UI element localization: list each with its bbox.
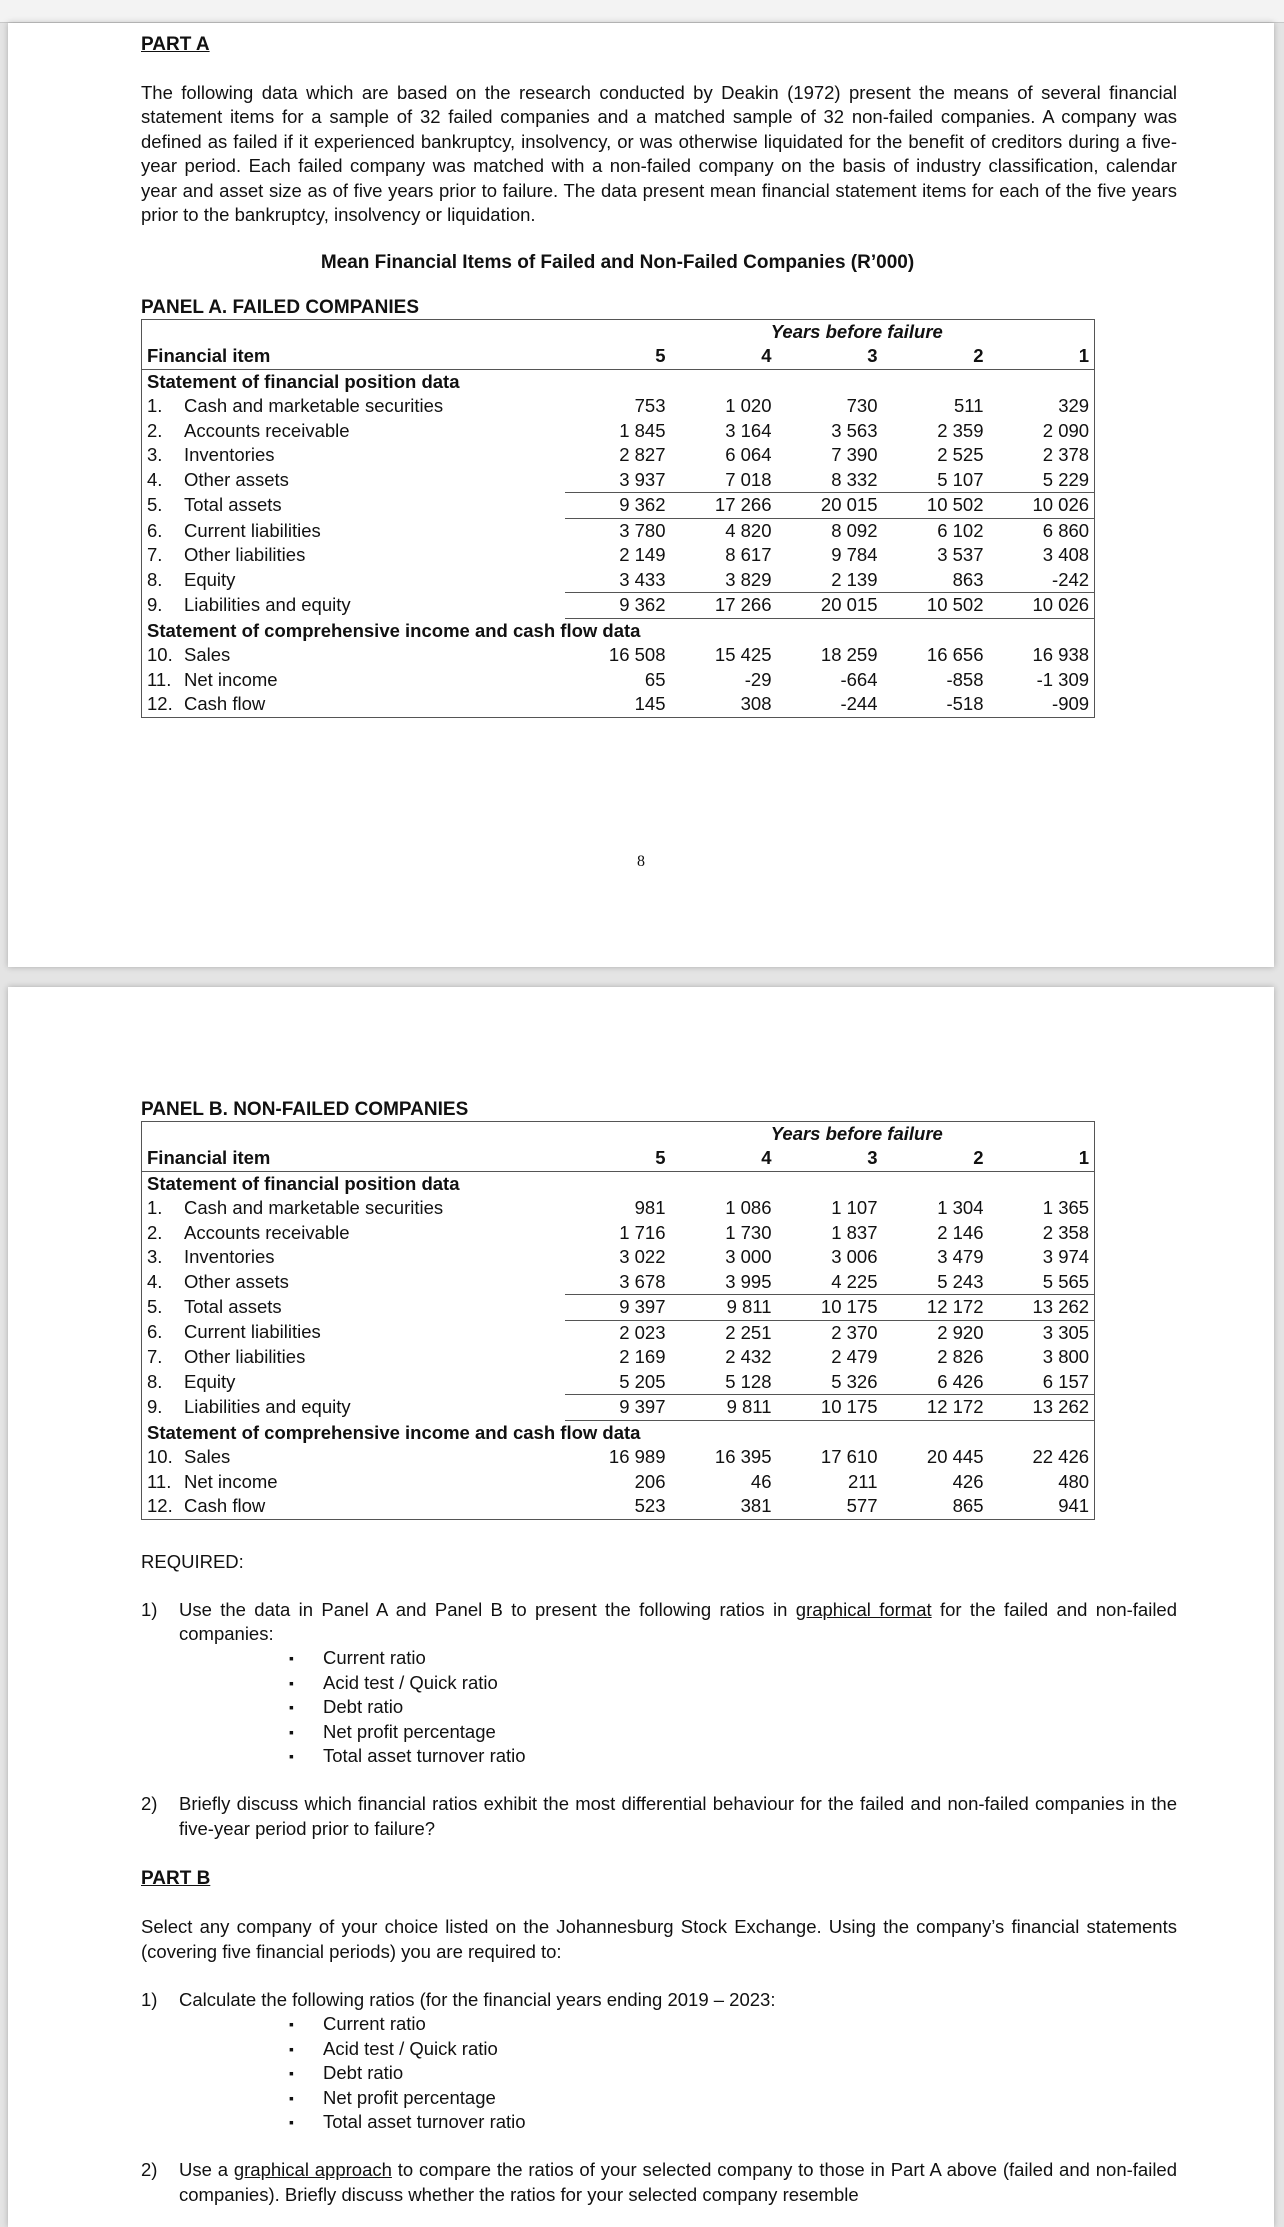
- table-cell: 3 800: [1042, 1346, 1090, 1367]
- item-number: 11.: [147, 1470, 172, 1492]
- table-cell: 577: [846, 1495, 878, 1516]
- table-cell: 22 426: [1032, 1446, 1090, 1467]
- table-cell: 2 251: [725, 1321, 772, 1343]
- table-cell: 865: [952, 1495, 984, 1516]
- part-b-intro: Select any company of your choice listed on the Johannesburg Stock Exchange. Using the company’s financial statements (covering five financial periods) you are required to:: [141, 1916, 1177, 1962]
- table-header-row: [142, 344, 1095, 369]
- list-item: ▪ Total asset turnover ratio: [289, 2110, 1177, 2134]
- table-cell: 1 730: [725, 1221, 772, 1243]
- table-cell: 18 259: [820, 644, 878, 666]
- table-cell: -242: [989, 568, 1095, 593]
- table-cell: 9 811: [671, 1295, 777, 1321]
- bullet-icon: ▪: [289, 1674, 294, 1691]
- bullet-icon: ▪: [289, 1699, 294, 1716]
- table-cell: 1 845: [619, 419, 666, 441]
- item-number: 3.: [147, 1246, 163, 1267]
- item-label: Accounts receivable: [184, 1221, 350, 1243]
- item-number: 5.: [147, 1296, 163, 1317]
- table-cell: 9 397: [565, 1395, 671, 1421]
- table-cell: 2 370: [831, 1321, 878, 1343]
- table-cell: 9 811: [671, 1395, 777, 1421]
- item-label: Accounts receivable: [184, 419, 350, 441]
- table-cell: 5 128: [671, 1370, 777, 1395]
- item-number: 12.: [147, 1495, 173, 1516]
- list-item: ▪ Debt ratio: [289, 2061, 1177, 2085]
- table-row: [142, 1295, 1095, 1321]
- item-label: Equity: [184, 569, 236, 591]
- table-cell: -1 309: [1036, 668, 1090, 690]
- table-cell: 10 175: [777, 1295, 883, 1321]
- row-label: [142, 493, 565, 519]
- table-header-row: [142, 1146, 1095, 1171]
- item-label: Other liabilities: [184, 1346, 306, 1367]
- table-cell: 5 229: [989, 468, 1095, 493]
- item-label: Sales: [184, 1446, 231, 1467]
- item-label: Equity: [184, 1370, 236, 1392]
- item-number: 4.: [147, 1270, 163, 1292]
- table-cell: 863: [883, 568, 989, 593]
- table-cell: 16 508: [608, 644, 666, 666]
- part-b-question-2: 2) Use a graphical approach to compare the ratios of your selected company to those in Part A above (failed and non-failed companies). Briefly discuss whether the ratios for your selected company resemble: [141, 2158, 1177, 2207]
- list-item: ▪ Current ratio: [289, 2012, 1177, 2036]
- table-cell: 16 395: [714, 1446, 772, 1467]
- table-cell: 2 090: [1042, 419, 1090, 441]
- table-row: [142, 668, 1095, 693]
- table-cell: 2 359: [937, 419, 984, 441]
- table-cell: 12 172: [883, 1395, 989, 1421]
- table-cell: 2 023: [619, 1321, 666, 1343]
- table-cell: 13 262: [989, 1395, 1095, 1421]
- table-cell: 6 064: [725, 444, 772, 466]
- item-number: 5.: [147, 494, 163, 516]
- item-number: 9.: [147, 1396, 163, 1417]
- item-label: Net income: [184, 668, 278, 690]
- table-row: [142, 443, 1095, 468]
- table-cell: 9 784: [831, 544, 878, 566]
- panel-b-title: PANEL B. NON-FAILED COMPANIES: [141, 1099, 469, 1120]
- table-cell: 941: [1058, 1495, 1090, 1516]
- table-cell: 16 938: [1032, 644, 1090, 666]
- table-cell: -244: [840, 693, 878, 715]
- item-number: 2.: [147, 419, 163, 441]
- column-header-year: 1: [989, 344, 1095, 369]
- item-number: 10.: [147, 1446, 173, 1467]
- table-row: [142, 692, 1095, 717]
- table-cell: 9 397: [565, 1295, 671, 1321]
- column-header-financial-item: Financial item: [142, 344, 565, 369]
- table-cell: 6 102: [937, 519, 984, 541]
- item-label: Cash and marketable securities: [184, 395, 444, 417]
- item-label: Current liabilities: [184, 1321, 321, 1343]
- table-row: [142, 394, 1095, 419]
- row-label: [142, 1494, 565, 1519]
- item-number: 2.: [147, 1221, 163, 1243]
- table-row: [142, 1221, 1095, 1246]
- table-cell: 12 172: [883, 1295, 989, 1321]
- table-row: [142, 568, 1095, 593]
- table-cell: 2 432: [725, 1346, 772, 1367]
- item-number: 6.: [147, 1321, 163, 1343]
- table-row: [142, 493, 1095, 519]
- table-cell: 426: [952, 1470, 984, 1492]
- table-cell: 65: [644, 668, 666, 690]
- item-label: Total assets: [184, 1296, 282, 1317]
- required-question-2: 2) Briefly discuss which financial ratios exhibit the most differential behaviour for the failed and non-failed companies in the five-year period prior to failure?: [141, 1792, 1177, 1841]
- table-cell: 17 610: [820, 1446, 878, 1467]
- question-number: 2): [141, 1793, 158, 1815]
- table-cell: 1 107: [831, 1197, 878, 1218]
- table-cell: 13 262: [989, 1295, 1095, 1321]
- table-cell: 3 479: [937, 1246, 984, 1267]
- table-cell: -518: [946, 693, 984, 715]
- table-cell: 1 837: [831, 1221, 878, 1243]
- document-page-1: [8, 23, 1274, 967]
- item-label: Current liabilities: [184, 519, 321, 541]
- row-label: [142, 1370, 565, 1395]
- row-label: [142, 443, 565, 468]
- table-row: [142, 1245, 1095, 1270]
- document-page-2: [8, 987, 1274, 2227]
- table-cell: 145: [634, 693, 666, 715]
- table-cell: 6 157: [989, 1370, 1095, 1395]
- table-cell: 3 829: [671, 568, 777, 593]
- item-label: Other assets: [184, 469, 289, 491]
- table-cell: 7 018: [671, 468, 777, 493]
- row-label: [142, 1395, 565, 1421]
- table-cell: 16 989: [608, 1446, 666, 1467]
- table-cell: 1 304: [937, 1197, 984, 1218]
- item-label: Sales: [184, 644, 231, 666]
- list-item: ▪ Net profit percentage: [289, 2086, 1177, 2110]
- row-label: [142, 1270, 565, 1295]
- table-cell: 3 974: [1042, 1246, 1090, 1267]
- table-cell: 211: [848, 1470, 878, 1492]
- graphical-format-emphasis: graphical format: [795, 1598, 932, 1620]
- question-number: 1): [141, 1988, 158, 2010]
- item-label: Liabilities and equity: [184, 1396, 351, 1417]
- table-cell: 511: [954, 395, 984, 417]
- table-row: [142, 1370, 1095, 1395]
- table-cell: 3 678: [565, 1270, 671, 1295]
- question-number: 2): [141, 2159, 158, 2181]
- table-cell: 2 378: [1042, 444, 1090, 466]
- table-row: [142, 1320, 1095, 1345]
- table-row: [142, 468, 1095, 493]
- table-row: [142, 1470, 1095, 1495]
- bullet-icon: ▪: [289, 2065, 294, 2082]
- table-cell: 329: [1058, 395, 1090, 417]
- section-heading: Statement of comprehensive income and cash flow data: [147, 1421, 641, 1443]
- table-title: Mean Financial Items of Failed and Non-Failed Companies (R’000): [320, 252, 915, 274]
- table-row: [142, 1494, 1095, 1519]
- item-number: 9.: [147, 594, 163, 616]
- section-heading: Statement of financial position data: [147, 1172, 460, 1194]
- viewer-top-bar: [0, 0, 1284, 23]
- table-cell: 5 565: [989, 1270, 1095, 1295]
- table-cell: 10 026: [989, 493, 1095, 519]
- bullet-icon: ▪: [289, 2016, 294, 2033]
- item-number: 12.: [147, 693, 173, 715]
- required-question-1: 1) Use the data in Panel A and Panel B to present the following ratios in graphical format for the failed and non-failed companies:: [141, 1598, 1177, 1647]
- item-label: Total assets: [184, 494, 282, 516]
- list-item: ▪ Debt ratio: [289, 1695, 1177, 1719]
- row-label: [142, 1320, 565, 1345]
- column-header-year: 1: [989, 1146, 1095, 1171]
- part-b-question-1: 1) Calculate the following ratios (for the financial years ending 2019 – 2023:: [141, 1988, 1177, 2012]
- row-label: [142, 1245, 565, 1270]
- row-label: [142, 468, 565, 493]
- item-number: 6.: [147, 519, 163, 541]
- table-row: [142, 1196, 1095, 1221]
- item-number: 8.: [147, 1370, 163, 1392]
- item-label: Liabilities and equity: [184, 594, 351, 616]
- table-cell: 2 139: [777, 568, 883, 593]
- row-label: [142, 1445, 565, 1470]
- row-label: [142, 643, 565, 668]
- required-label: REQUIRED:: [141, 1550, 244, 1572]
- row-label: [142, 1196, 565, 1221]
- table-cell: 17 266: [671, 493, 777, 519]
- item-number: 10.: [147, 644, 173, 666]
- part-b-heading: PART B: [141, 1868, 211, 1890]
- column-header-financial-item: Financial item: [142, 1146, 565, 1171]
- table-cell: 2 920: [937, 1321, 984, 1343]
- row-label: [142, 543, 565, 568]
- item-number: 1.: [147, 1197, 163, 1218]
- row-label: [142, 593, 565, 619]
- table-row: [142, 1445, 1095, 1470]
- table-row: [142, 593, 1095, 619]
- table-cell: 2 149: [619, 544, 666, 566]
- table-cell: 20 015: [777, 493, 883, 519]
- item-label: Cash and marketable securities: [184, 1197, 444, 1218]
- table-row: [142, 1270, 1095, 1295]
- panel-b-table: [141, 1121, 1095, 1520]
- table-cell: 3 537: [937, 544, 984, 566]
- column-header-year: 4: [671, 1146, 777, 1171]
- column-header-year: 3: [777, 344, 883, 369]
- table-cell: 3 022: [619, 1246, 666, 1267]
- bullet-icon: ▪: [289, 1747, 294, 1764]
- table-cell: 5 326: [777, 1370, 883, 1395]
- table-cell: 1 716: [619, 1221, 666, 1243]
- list-item: ▪ Total asset turnover ratio: [289, 1744, 1177, 1768]
- table-cell: 1 020: [725, 395, 772, 417]
- item-number: 4.: [147, 469, 163, 491]
- list-item: ▪ Net profit percentage: [289, 1720, 1177, 1744]
- row-label: [142, 1345, 565, 1370]
- table-cell: 381: [740, 1495, 772, 1516]
- item-number: 11.: [147, 668, 172, 690]
- table-cell: 17 266: [671, 593, 777, 619]
- table-cell: 3 937: [565, 468, 671, 493]
- table-cell: 4 225: [777, 1270, 883, 1295]
- table-cell: 2 826: [937, 1346, 984, 1367]
- table-cell: 3 433: [565, 568, 671, 593]
- item-number: 7.: [147, 544, 163, 566]
- table-cell: 3 563: [831, 419, 878, 441]
- table-cell: 20 445: [926, 1446, 984, 1467]
- list-item: ▪ Acid test / Quick ratio: [289, 1671, 1177, 1695]
- list-item: ▪ Current ratio: [289, 1646, 1177, 1670]
- section-row: [142, 618, 1095, 643]
- row-label: [142, 668, 565, 693]
- table-header-row: [142, 1122, 1095, 1147]
- column-header-year: 2: [883, 1146, 989, 1171]
- table-cell: -858: [946, 668, 984, 690]
- table-cell: 3 780: [619, 519, 666, 541]
- table-cell: 206: [634, 1470, 666, 1492]
- table-row: [142, 518, 1095, 543]
- section-row: [142, 1420, 1095, 1445]
- table-cell: 2 479: [831, 1346, 878, 1367]
- table-cell: 8 617: [725, 544, 772, 566]
- table-cell: 2 358: [1042, 1221, 1090, 1243]
- item-label: Cash flow: [184, 693, 266, 715]
- part-b-ratio-list: [141, 2012, 1177, 2134]
- required-ratio-list: [141, 1646, 1177, 1768]
- item-number: 8.: [147, 569, 163, 591]
- table-cell: 3 006: [831, 1246, 878, 1267]
- item-number: 1.: [147, 395, 163, 417]
- table-row: [142, 643, 1095, 668]
- bullet-icon: ▪: [289, 1650, 294, 1667]
- item-label: Inventories: [184, 444, 275, 466]
- row-label: [142, 419, 565, 444]
- table-row: [142, 543, 1095, 568]
- intro-paragraph: The following data which are based on the research conducted by Deakin (1972) present the means of several financial statement items for a sample of 32 failed companies and a matched sample of 32 non-failed companies. A company was defined as failed if it experienced bankruptcy, insolvency, or was otherwise liquidated for the benefit of creditors during a five-year period. Each failed company was matched with a non-failed company on the basis of industry classification, calendar year and asset size as of five years prior to failure. The data present mean financial statement items for each of the five years prior to the bankruptcy, insolvency or liquidation.: [141, 82, 1177, 226]
- section-row: [142, 369, 1095, 394]
- table-cell: 5 243: [883, 1270, 989, 1295]
- table-cell: 753: [634, 395, 666, 417]
- column-header-year: 2: [883, 344, 989, 369]
- item-label: Other liabilities: [184, 544, 306, 566]
- row-label: [142, 1295, 565, 1321]
- bullet-icon: ▪: [289, 2114, 294, 2130]
- row-label: [142, 394, 565, 419]
- table-cell: 3 164: [725, 419, 772, 441]
- bullet-icon: ▪: [289, 2089, 294, 2106]
- list-item: ▪ Acid test / Quick ratio: [289, 2037, 1177, 2061]
- table-cell: -664: [840, 668, 878, 690]
- table-cell: 981: [634, 1197, 666, 1218]
- table-cell: 6 860: [1042, 519, 1090, 541]
- table-cell: 15 425: [714, 644, 772, 666]
- column-header-year: 5: [565, 344, 671, 369]
- section-heading: Statement of comprehensive income and cash flow data: [147, 619, 641, 641]
- part-a-heading: PART A: [141, 34, 210, 55]
- row-label: [142, 1221, 565, 1246]
- item-label: Other assets: [184, 1270, 289, 1292]
- table-cell: 9 362: [565, 593, 671, 619]
- table-cell: 10 026: [989, 593, 1095, 619]
- table-cell: 2 525: [937, 444, 984, 466]
- table-cell: 2 169: [619, 1346, 666, 1367]
- column-header-year: 4: [671, 344, 777, 369]
- bullet-icon: ▪: [289, 2040, 294, 2057]
- row-label: [142, 518, 565, 543]
- table-cell: 46: [750, 1470, 772, 1492]
- table-cell: 5 107: [883, 468, 989, 493]
- table-cell: 730: [846, 395, 878, 417]
- row-label: [142, 692, 565, 717]
- table-cell: -909: [1052, 693, 1090, 715]
- table-row: [142, 1345, 1095, 1370]
- table-cell: 8 092: [831, 519, 878, 541]
- table-cell: 3 408: [1042, 544, 1090, 566]
- column-header-year: 5: [565, 1146, 671, 1171]
- table-cell: 9 362: [565, 493, 671, 519]
- panel-a-title: PANEL A. FAILED COMPANIES: [141, 297, 419, 319]
- table-cell: 1 365: [1042, 1197, 1090, 1218]
- row-label: [142, 1470, 565, 1495]
- years-before-failure-header: Years before failure: [770, 321, 943, 343]
- panel-a-table: [141, 319, 1095, 718]
- table-row: [142, 1395, 1095, 1421]
- table-cell: 3 305: [1042, 1321, 1090, 1343]
- question-number: 1): [141, 1598, 158, 1620]
- table-cell: 5 205: [565, 1370, 671, 1395]
- section-row: [142, 1171, 1095, 1196]
- item-number: 7.: [147, 1346, 163, 1367]
- page-number: 8: [637, 853, 645, 870]
- column-header-year: 3: [777, 1146, 883, 1171]
- section-heading: Statement of financial position data: [147, 370, 460, 392]
- item-label: Cash flow: [184, 1495, 266, 1516]
- table-cell: 3 000: [725, 1246, 772, 1267]
- item-number: 3.: [147, 444, 163, 466]
- table-cell: 308: [740, 693, 772, 715]
- years-before-failure-header: Years before failure: [770, 1123, 943, 1144]
- bullet-icon: ▪: [289, 1723, 294, 1740]
- table-cell: 3 995: [671, 1270, 777, 1295]
- table-header-row: [142, 320, 1095, 345]
- table-cell: 20 015: [777, 593, 883, 619]
- table-cell: 1 086: [725, 1197, 772, 1218]
- table-cell: 10 175: [777, 1395, 883, 1421]
- item-label: Net income: [184, 1470, 278, 1492]
- item-label: Inventories: [184, 1246, 275, 1267]
- table-cell: 6 426: [883, 1370, 989, 1395]
- table-cell: 480: [1058, 1470, 1090, 1492]
- graphical-approach-emphasis: graphical approach: [233, 2159, 392, 2181]
- table-cell: 2 827: [619, 444, 666, 466]
- table-cell: 8 332: [777, 468, 883, 493]
- table-row: [142, 419, 1095, 444]
- table-cell: -29: [744, 668, 772, 690]
- table-cell: 16 656: [926, 644, 984, 666]
- table-cell: 10 502: [883, 493, 989, 519]
- table-cell: 523: [634, 1495, 666, 1516]
- table-cell: 2 146: [937, 1221, 984, 1243]
- table-cell: 10 502: [883, 593, 989, 619]
- table-cell: 4 820: [725, 519, 772, 541]
- row-label: [142, 568, 565, 593]
- table-cell: 7 390: [831, 444, 878, 466]
